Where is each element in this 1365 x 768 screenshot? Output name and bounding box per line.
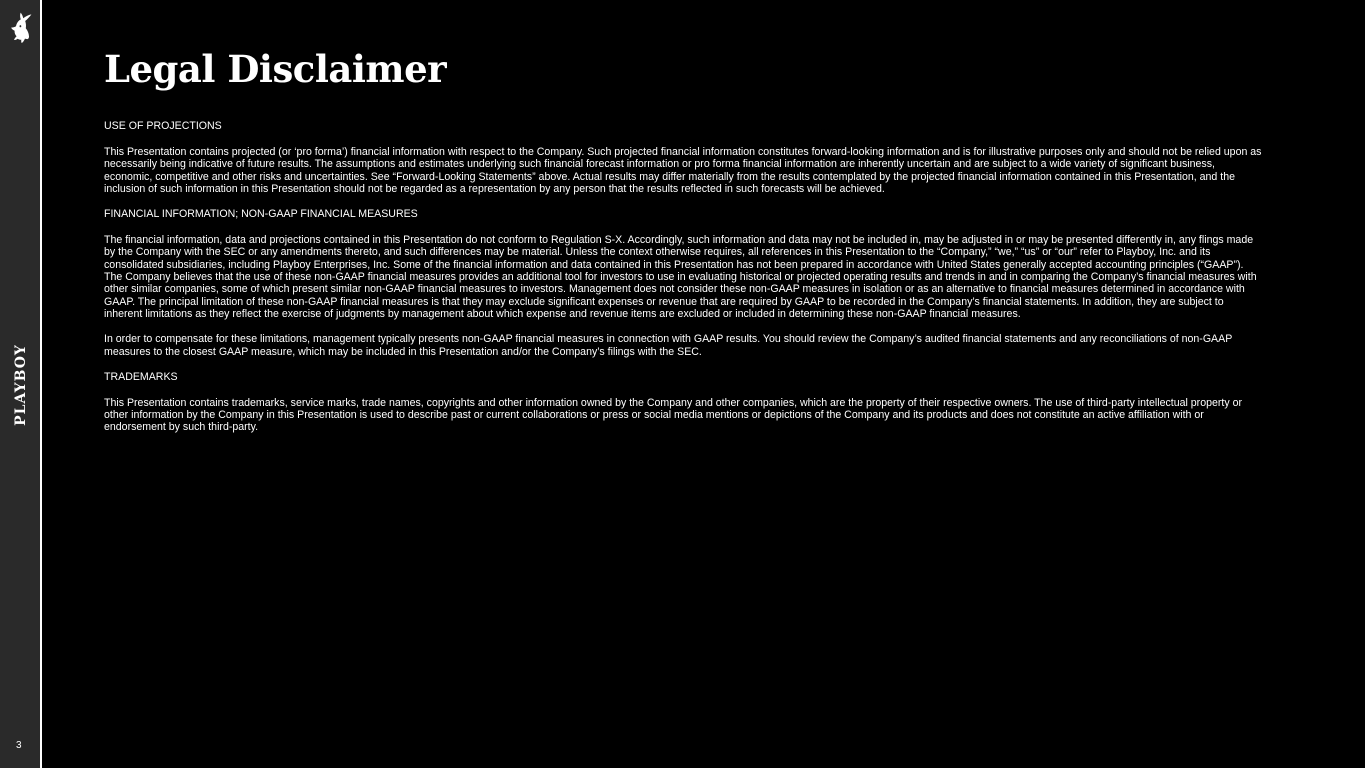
section-paragraph: This Presentation contains trademarks, service marks, trade names, copyrights and other information owned by the Company and other companies, which are the property of their respective owners. The use of third-party intellectual property or other information by the Company in this Presentation is used to describe past or current collaborations or press or social media mentions or depictions of the Company and its products and does not constitute an active affiliation with or endorsement by such third-party. (104, 396, 1243, 434)
rabbit-head-icon (10, 12, 32, 44)
section-heading: USE OF PROJECTIONS (104, 120, 222, 132)
section-heading: FINANCIAL INFORMATION; NON-GAAP FINANCIAL MEASURES (104, 208, 418, 221)
section-trademarks (104, 371, 1264, 434)
section-financial-information (104, 208, 1264, 358)
section-use-of-projections (104, 120, 1264, 195)
sidebar (0, 0, 40, 768)
section-heading: TRADEMARKS (104, 370, 178, 383)
page-title: Legal Disclaimer (104, 47, 447, 91)
sidebar-divider (40, 0, 42, 768)
playboy-wordmark: PLAYBOY (13, 344, 29, 426)
section-paragraph: This Presentation contains projected (or ‘pro forma’) financial information with respect to the Company. Such projected financial information constitutes forward-looking information and is for illustrative purposes only and should not be relied upon as necessarily being indicative of future results. The assumptions and estimates underlying such financial forecast information or pro forma financial information are inherently uncertain and are subject to a wide variety of significant business, economic, competitive and other risks and uncertainties. See “Forward-Looking Statements” above. Actual results may differ materially from the results contemplated by the projected financial information contained in this Presentation, and the inclusion of such information in this Presentation should not be regarded as a representation by any person that the results reflected in such forecasts will be achieved. (104, 146, 1262, 195)
page-number: 3 (16, 740, 22, 751)
section-paragraph: The financial information, data and projections contained in this Presentation do not conform to Regulation S-X. Accordingly, such information and data may not be included in, may be adjusted in or may be presented differently in, any flings made by the Company with the SEC or any amendments thereto, and such differences may be material. Unless the context otherwise requires, all references in this Presentation to the “Company,” “we,” “us” or “our” refer to Playboy, Inc. and its consolidated subsidiaries, including Playboy Enterprises, Inc. Some of the financial information and data contained in this Presentation has not been prepared in accordance with United States generally accepted accounting principles (“GAAP”). The Company believes that the use of these non-GAAP financial measures provides an additional tool for investors to use in evaluating historical or projected operating results and trends in and in comparing the Company’s financial measures with other similar companies, some of which present similar non-GAAP financial measures to investors. Management does not consider these non-GAAP measures in isolation or as an alternative to financial measures determined in accordance with GAAP. The principal limitation of these non-GAAP financial measures is that they may exclude significant expenses or revenue that are required by GAAP to be recorded in the Company’s financial statements. In addition, they are subject to inherent limitations as they reflect the exercise of judgments by management about which expense and revenue items are excluded or included in determining these non-GAAP financial measures. (104, 234, 1257, 320)
section-paragraph: In order to compensate for these limitations, management typically presents non-GAAP financial measures in connection with GAAP results. You should review the Company’s audited financial statements and any reconciliations of non-GAAP measures to the closest GAAP measure, which may be included in this Presentation and/or the Company’s filings with the SEC. (104, 333, 1233, 358)
disclaimer-content (104, 46, 1264, 447)
